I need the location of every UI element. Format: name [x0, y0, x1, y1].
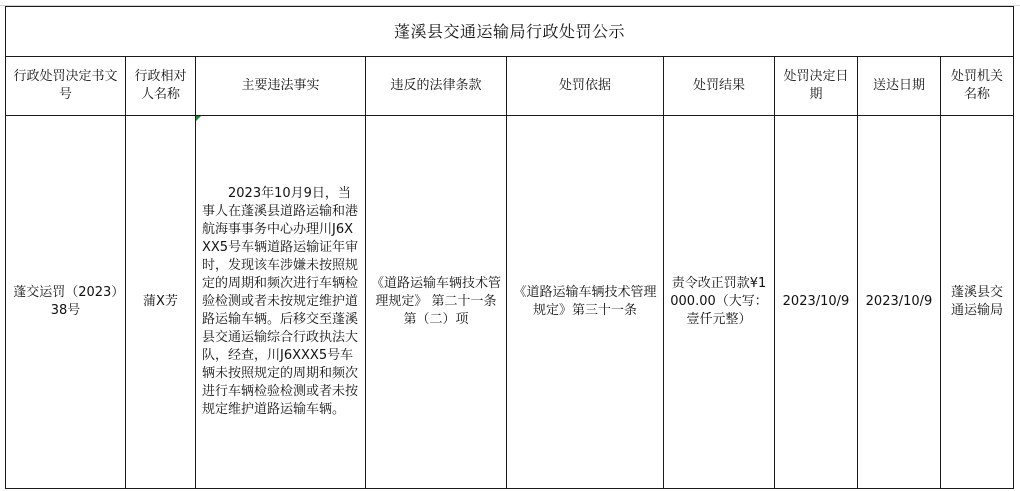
cell-authority: 蓬溪县交通运输局	[941, 116, 1014, 489]
header-law-violated: 违反的法律条款	[366, 57, 507, 116]
table-title: 蓬溪县交通运输局行政处罚公示	[6, 7, 1014, 57]
header-party: 行政相对人名称	[126, 57, 196, 116]
cell-basis: 《道路运输车辆技术管理规定》第三十一条	[507, 116, 664, 489]
cell-facts-text: 2023年10月9日，当事人在蓬溪县道路运输和港航海事事务中心办理川J6XXX5号车辆道路运输证年审时，发现该车涉嫌未按照规定的周期和频次进行车辆检验检测或者未按规定维护道路运输车辆。后移交至蓬溪县交通运输综合行政执法大队，经查，川J6XXX5号车辆未按照规定的周期和频次进行车辆检验检测或者未按规定维护道路运输车辆。	[202, 186, 359, 417]
cell-result: 责令改正罚款¥1000.00（大写：壹仟元整）	[664, 116, 775, 489]
header-row	[6, 57, 1014, 116]
cell-law-violated: 《道路运输车辆技术管理规定》 第二十一条第（二）项	[366, 116, 507, 489]
header-decision-date: 处罚决定日期	[775, 57, 858, 116]
cell-comment-marker	[196, 116, 201, 121]
header-delivery-date: 送达日期	[858, 57, 941, 116]
header-authority: 处罚机关名称	[941, 57, 1014, 116]
cell-decision-date: 2023/10/9	[775, 116, 858, 489]
header-doc-no: 行政处罚决定书文号	[6, 57, 126, 116]
cell-doc-no: 蓬交运罚（2023）38号	[6, 116, 126, 489]
penalty-table	[5, 6, 1014, 489]
header-basis: 处罚依据	[507, 57, 664, 116]
header-result: 处罚结果	[664, 57, 775, 116]
cell-party: 蒲X芳	[126, 116, 196, 489]
cell-delivery-date: 2023/10/9	[858, 116, 941, 489]
header-facts: 主要违法事实	[196, 57, 366, 116]
table-row	[6, 116, 1014, 489]
cell-facts	[196, 116, 366, 489]
